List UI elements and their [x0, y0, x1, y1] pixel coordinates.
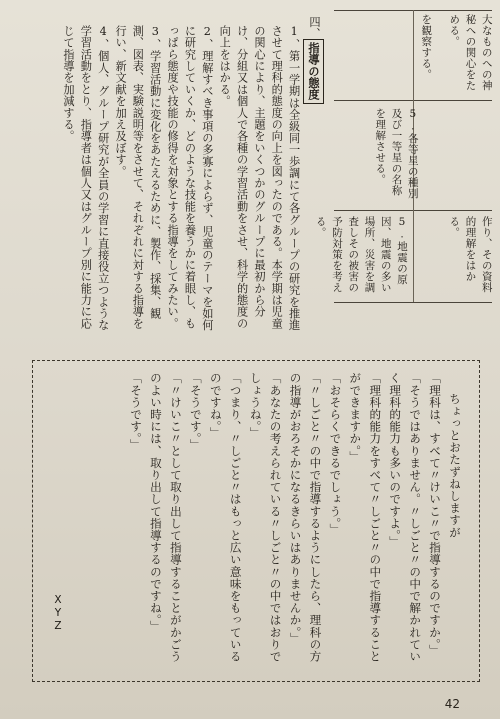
table-cell: 大なものへの神秘への関心をためる。	[448, 14, 493, 91]
paragraph: 2、理解すべき事項の多寡によらず、児童のテーマを如何に研究していくか、どのような技能を養うかに着眼し、もっぱら態度や技能の修得を対象とする指導をしてみたい。	[166, 24, 214, 331]
table-cell: 作り、その資料的理解をはかる。	[448, 216, 493, 293]
dialog-line: 「そうではありません。〃しごと〃の中で解かれていく理科的能力も多いのですよ。」	[388, 372, 423, 663]
section-heading	[303, 16, 324, 338]
page-number: 42	[444, 697, 460, 711]
dialog-line: ちょっとおたずねしますが	[448, 392, 462, 539]
table-cell: 5.地震の原因、地震の多い場所、災害を調査しその被害の予防対策を考える。	[314, 216, 408, 293]
dialog-line: 「おそらくできるでしょう。」	[328, 372, 343, 536]
heading-number: 四、	[308, 16, 321, 40]
dialog-text	[66, 372, 464, 672]
paragraph: 1、第一学期は全級同一歩調にて各グループの研究を推進させて理科的態度の向上を図ったのである。本学期は児童の関心により、主題をいくつかのグループに最初から分け、分組又は個人で各種の学習活動をさせ、科学的態度の向上をはかる。	[218, 24, 301, 331]
paragraph: 3、学習活動に変化をあたえるために、製作、採集、観測、図表、実験説明等をさせて、それぞれに対する指導を行い、新文献を加え及ぼす。	[114, 24, 162, 330]
table-cell: を観察する。	[420, 14, 433, 80]
speaker-label: XYZ	[52, 594, 64, 633]
dialog-line: 「〃けいこ〃として取り出して指導することがかごうのよい時には、取り出して指導するのですね。」	[148, 372, 183, 663]
dialog-line: 「つまり、〃しごと〃はもっと広い意味をもっているのですね。」	[208, 372, 243, 663]
table-cell: 5.各等星の種別及び一等星の名称を理解させる。	[374, 108, 419, 199]
dialog-line: 「〃しごと〃の中で指導するようにしたら、理科の方の指導がおろそかになるきらいはありませんか。」	[288, 372, 323, 663]
dialog-line: 「理科は、すべて〃けいこ〃で指導するのですか。」	[428, 372, 443, 657]
dialog-line: 「あなたの考えられている〃しごと〃の中ではおりでしょうね。」	[248, 372, 283, 663]
table-divider	[334, 302, 492, 303]
section-body	[61, 16, 324, 338]
heading-title: 指導の態度	[303, 39, 324, 104]
paragraph: 4、個人、グループ研究が全員の学習に直接役立つような学習活動をとり、指導者は個人又はグループ別に能力に応じて指導を加減する。	[61, 24, 110, 331]
dialog-line: 「そうです。」	[129, 372, 143, 451]
dialog-line: 「理科的能力をすべて〃しごと〃の中で指導することができますか。」	[348, 372, 383, 663]
dialog-line: 「そうです。」	[188, 372, 203, 451]
